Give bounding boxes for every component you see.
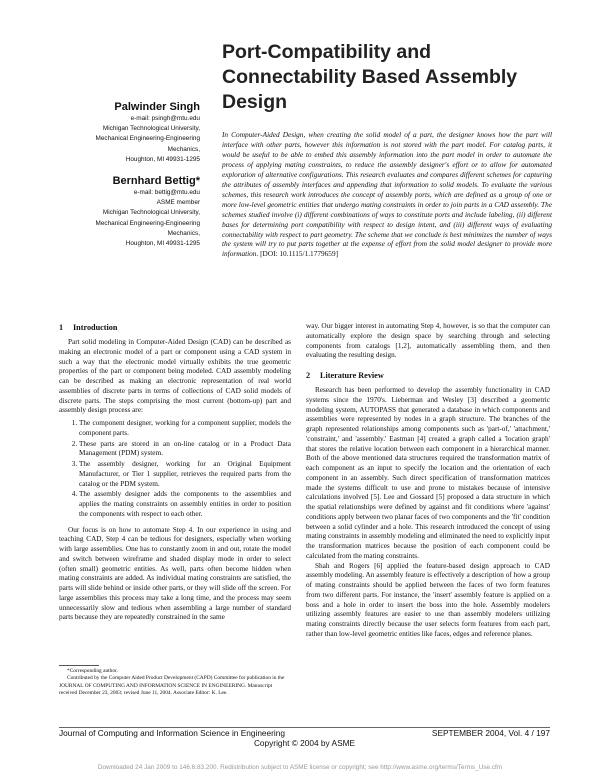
list-item: 2. These parts are stored in an on-line catalog or in a Product Data Management (PDM) system. xyxy=(79,440,291,460)
section-number: 2 xyxy=(306,371,311,380)
copyright: Copyright © 2004 by ASME xyxy=(253,738,356,748)
footnote-corresponding: *Corresponding author. xyxy=(67,668,118,674)
footnotes xyxy=(59,668,291,698)
author-email: e-mail: psingh@mtu.edu xyxy=(130,115,200,122)
author-affiliation: Mechanical Engineering-Engineering xyxy=(95,219,200,227)
author-affiliation: Michigan Technological University, xyxy=(102,209,200,217)
author-address: Houghton, MI 49931-1295 xyxy=(125,155,200,163)
section-title: Introduction xyxy=(73,323,118,332)
doi-link[interactable]: [DOI: 10.1115/1.1779659] xyxy=(260,249,339,259)
issue-info: SEPTEMBER 2004, Vol. 4 / 197 xyxy=(431,728,550,738)
author-affiliation: Mechanics, xyxy=(167,229,200,237)
author-name: Palwinder Singh xyxy=(114,101,200,113)
right-column xyxy=(306,322,550,640)
abstract-text: In Computer-Aided Design, when creating the solid model of a part, the designer knows how the part will interface with other parts, however this information is not stored with the part model. For catalog parts, it would be useful to be able to embed this assembly information into the part model in order to automate the process of applying mating constraints, to reduce the assembly designer's effort or to allow for automated exploration of alternative configurations. This research evaluates and compares different schemes for capturing the attributes of assembly interfaces and appending that information to solid models. To evaluate the various schemes, this research work introduces the concept of assembly ports, which are defined as a group of one or more low-level geometric entities that undergo mating constraints in order to join parts in a CAD assembly. The schemes studied involve (i) different combinations of ways to constitute ports and include labeling, (ii) different bases for determining port compatibility with respect to design intent, and (iii) different ways of evaluating connectability with respect to part geometry. The scheme that we conclude is best minimizes the number of ways the system will try to put parts together at the expense of effort from the solid model designer to provide more information. xyxy=(222,130,552,259)
author-affiliation: Mechanical Engineering-Engineering xyxy=(95,135,200,143)
author-1 xyxy=(40,100,200,165)
paragraph: Part solid modeling in Computer-Aided Design (CAD) can be described as making an electronic model of a part or component using a CAD system in such a way that the electronic model virtually exhibits the true geometric properties of the part or component being modeled. CAD assembly modeling can be described as making an electronic representation of real world assemblies of discrete parts in terms of collections of CAD solid models of discrete parts. The steps comprising the most current (bottom-up) part and assembly design process are: xyxy=(59,338,291,415)
list-item: 4. The assembly designer adds the components to the assemblies and applies the mating constraints on assembly entities in order to position the components with respect to each other. xyxy=(79,490,291,519)
section-title: Literature Review xyxy=(320,371,384,380)
journal-name: Journal of Computing and Information Science in Engineering xyxy=(59,728,285,738)
download-notice: Downloaded 24 Jan 2009 to 146.6.83.200. Redistribution subject to ASME license or copyright; see http://www.asme.org/terms/Terms_Use.cfm xyxy=(97,764,503,771)
author-membership: ASME member xyxy=(156,199,200,207)
design-steps-list xyxy=(59,419,291,520)
list-item: 1. The component designer, working for a component supplier, models the component parts. xyxy=(79,419,291,439)
abstract xyxy=(222,130,552,259)
section-heading-literature-review xyxy=(306,370,550,381)
paragraph: Shah and Rogers [6] applied the feature-based design approach to CAD assembly modeling. An assembly feature is effectively a description of how a group of mating constraints should be applied between the faces of two form features from two different parts. For instance, the 'insert' assembly feature is applied on a boss and a hole in order to insert the boss into the hole. Assembly modelers utilizing assembly features are easier to use than assembly modelers utilizing mating constraints directly because the user selects form features from each part, rather than low-level geometric entities like faces, edges and reference planes. xyxy=(306,561,550,638)
paragraph: Research has been performed to develop the assembly functionality in CAD systems since the 1970's. Lieberman and Wesley [3] described a geometric modeling system, AUTOPASS that generated a database in which components and assemblies were represented by nodes in a graph structure. The branches of the graph represented relationships among components such as 'part-of,' 'attachment,' 'constraint,' and 'assembly.' Eastman [4] created a graph called a 'location graph' that stores the relative location between each component in a hierarchical manner. Both of the above mentioned data structures required the transformation matrix of each component as an input to specify the location and the orientation of each component in an assembly. Such direct specification of transformation matrices made the systems difficult to use and prone to mistakes because of intensive calculations involved [5]. Lee and Gossard [5] proposed a data structure in which the spatial relationships were defined by against and fit conditions where 'against' conditions apply between two planar faces of two components and the 'fit' condition between a solid cylinder and a hole. This research introduced the concept of using mating constraints in assembly modeling and eliminated the need to explicitly input the transformation matrices because the position of each component could be calculated from the mating constraints. xyxy=(306,386,550,560)
author-affiliation: Michigan Technological University, xyxy=(102,125,200,133)
footnote-contributed: Contributed by the Computer Aided Product Development (CAPD) Committee for publication in the JOURNAL OF COMPUTING AND INFORMATION SCIENCE IN ENGINEERING. Manuscript received December 23, 2003; revised June 11, 2004. Associate Editor: K. Lee. xyxy=(59,675,285,697)
list-item: 3. The assembly designer, working for an Original Equipment Manufacturer, or Tier 1 supplier, retrieves the required parts from the catalog or the PDM system. xyxy=(79,460,291,489)
paper-title: Port-Compatibility and Connectability Based Assembly Design xyxy=(222,41,518,113)
paragraph: Our focus is on how to automate Step 4. In our experience in using and teaching CAD, Step 4 can be tedious for designers, especially when working with large assemblies. One has to constantly zoom in and out, rotate the model and switch between wireframe and shaded display mode in order to select (often small) geometric entities. As well, parts often become hidden when mating constraints are added. As individual mating constraints are satisfied, the parts will slide behind or inside other parts, or they will slide off the screen. For large assemblies this process may take a long time, and the process may seem unnecessarily slow and tedious when assembling a large number of standard parts because they are repeatedly constrained in the same xyxy=(59,525,291,622)
author-name: Bernhard Bettig* xyxy=(112,175,200,188)
author-email: e-mail: bettig@mtu.edu xyxy=(133,189,200,197)
author-address: Houghton, MI 49931-1295 xyxy=(125,240,200,248)
author-2 xyxy=(40,174,200,249)
author-affiliation: Mechanics, xyxy=(167,145,200,153)
section-heading-introduction xyxy=(59,322,291,333)
author-list xyxy=(40,100,200,258)
paragraph: way. Our bigger interest in automating Step 4, however, is so that the computer can automatically explore the design space by searching through and selecting components from catalogs [1,2], automatically assembling them, and then evaluating the resulting design. xyxy=(306,322,550,360)
section-number: 1 xyxy=(59,323,64,332)
footnote-divider xyxy=(59,665,99,666)
left-column xyxy=(59,322,291,623)
